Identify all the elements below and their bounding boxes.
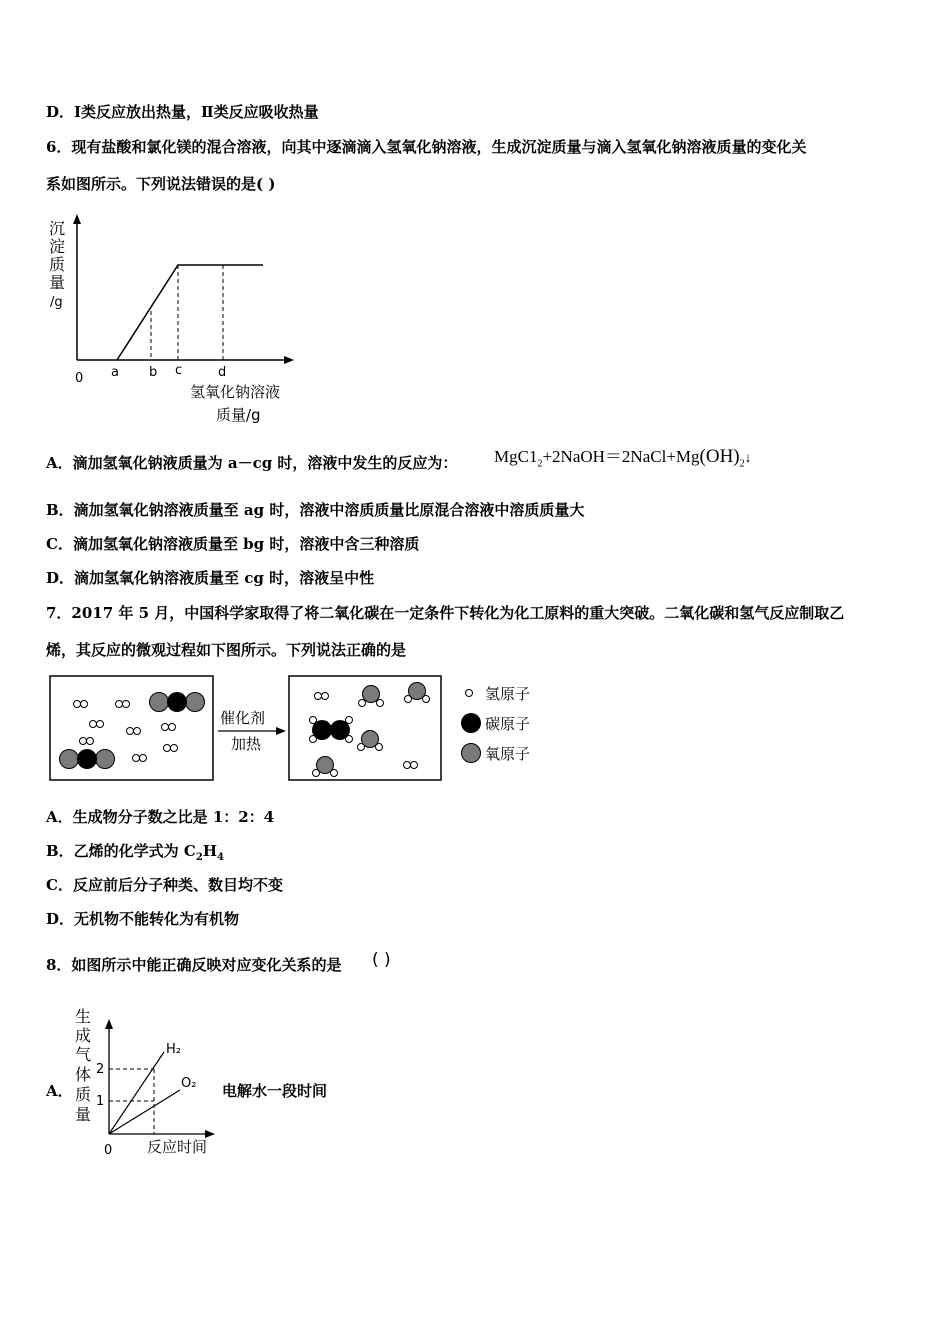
- q6-origin-label: 0: [75, 371, 84, 386]
- q7-option-b: [46, 841, 224, 868]
- q7-option-b-text: B．乙烯的化学式为 C: [46, 842, 196, 860]
- q7-option-a: A．生成物分子数之比是 1：2：4: [46, 808, 275, 826]
- q7-option-b-sub: 2: [195, 852, 203, 863]
- q7-option-b-text: H: [202, 842, 217, 860]
- eq-sub: 2: [739, 458, 745, 470]
- q6-option-d: D．滴加氢氧化钠溶液质量至 cg 时，溶液呈中性: [46, 569, 375, 587]
- q6-ylabel-char: 量: [49, 273, 66, 292]
- q8-answer-bracket: ( ): [372, 950, 391, 970]
- q6-tick-a: a: [111, 365, 119, 380]
- q7-legend-hydrogen: 氢原子: [485, 685, 531, 703]
- q8-ylabel-char: 成: [75, 1026, 92, 1045]
- q8-ytick-2: 2: [96, 1062, 105, 1077]
- eq-part: MgC1: [494, 447, 538, 466]
- q7-arrow-bottom-label: 加热: [231, 735, 262, 753]
- q7-arrow-top-label: 催化剂: [220, 709, 266, 727]
- q6-ylabel-unit: /g: [50, 295, 63, 310]
- q7-legend-carbon: 碳原子: [485, 715, 531, 733]
- q6-option-b: B．滴加氢氧化钠溶液质量至 ag 时，溶液中溶质质量比原混合溶液中溶质质量大: [46, 501, 585, 519]
- q8-series-h2-label: H₂: [166, 1042, 181, 1057]
- q6-option-c: C．滴加氢氧化钠溶液质量至 bg 时，溶液中含三种溶质: [46, 535, 420, 553]
- q7-option-c: C．反应前后分子种类、数目均不变: [46, 876, 283, 894]
- eq-sub: 2: [537, 458, 543, 470]
- eq-part: (OH): [699, 446, 740, 467]
- eq-part: +2NaOH＝2NaCl+Mg: [542, 447, 700, 466]
- q6-tick-d: d: [218, 365, 227, 380]
- q6-stem-line2: 系如图所示。下列说法错误的是( ): [46, 175, 276, 193]
- eq-part: ↓: [744, 451, 752, 466]
- q8-ytick-1: 1: [96, 1094, 105, 1109]
- q7-option-b-sub: 4: [217, 852, 224, 863]
- q7-option-d: D．无机物不能转化为有机物: [46, 910, 240, 928]
- q8-electrolysis-graph: [70, 1002, 230, 1164]
- q8-option-a-label: A．: [46, 1082, 73, 1100]
- q5-option-d: D．Ⅰ类反应放出热量，Ⅱ类反应吸收热量: [46, 103, 319, 121]
- q6-precipitate-graph: [40, 208, 310, 428]
- q8-ylabel-char: 气: [75, 1045, 92, 1064]
- q8-ylabel-char: 体: [75, 1065, 92, 1084]
- q8-xlabel: 反应时间: [147, 1138, 208, 1156]
- q6-ylabel-char: 沉: [49, 219, 66, 238]
- q8-stem: 8．如图所示中能正确反映对应变化关系的是: [46, 956, 342, 974]
- q7-reaction-diagram: [46, 672, 556, 788]
- q6-xlabel-line1: 氢氧化钠溶液: [190, 383, 281, 401]
- q7-stem-line2: 烯，其反应的微观过程如下图所示。下列说法正确的是: [46, 641, 407, 659]
- q8-ylabel-char: 质: [75, 1085, 92, 1104]
- q7-stem-line1: 7．2017 年 5 月，中国科学家取得了将二氧化碳在一定条件下转化为化工原料的重大突破。二氧化碳和氢气反应制取乙: [46, 604, 845, 622]
- q6-xlabel-line2: 质量/g: [216, 406, 261, 424]
- q6-option-a-equation: [494, 442, 752, 469]
- q6-option-a: A．滴加氢氧化钠液质量为 a－cg 时，溶液中发生的反应为：: [46, 454, 458, 472]
- q8-ylabel-char: 生: [75, 1007, 92, 1026]
- q8-ylabel-char: 量: [75, 1105, 92, 1124]
- q8-series-o2-label: O₂: [181, 1076, 197, 1091]
- q7-legend-oxygen: 氧原子: [485, 745, 531, 763]
- q6-stem-line1: 6．现有盐酸和氯化镁的混合溶液，向其中逐滴滴入氢氧化钠溶液，生成沉淀质量与滴入氢氧化钠溶液质量的变化关: [46, 138, 807, 156]
- q6-ylabel-char: 质: [49, 255, 66, 274]
- q6-ylabel-char: 淀: [49, 237, 66, 256]
- q6-tick-c: c: [175, 363, 183, 378]
- q8-origin-label: 0: [104, 1143, 113, 1158]
- q6-tick-b: b: [149, 365, 158, 380]
- q8-option-a-text: 电解水一段时间: [222, 1082, 328, 1100]
